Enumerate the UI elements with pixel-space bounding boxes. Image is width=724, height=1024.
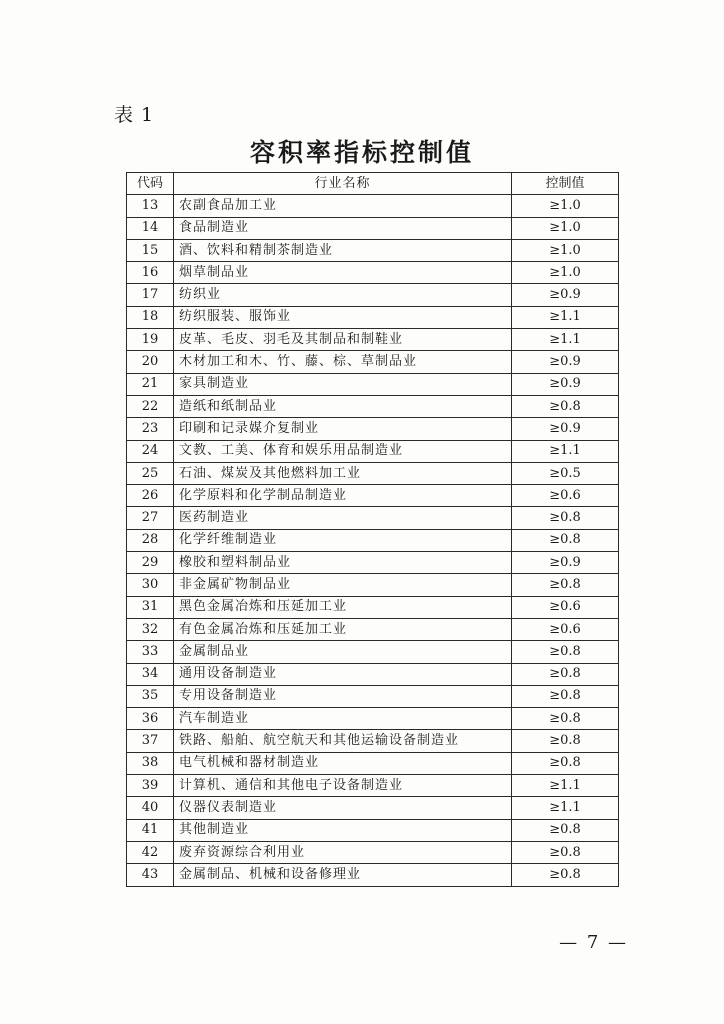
control-value: ≥0.8 bbox=[512, 819, 619, 841]
table-row bbox=[127, 485, 619, 507]
table-row bbox=[127, 239, 619, 261]
table-row bbox=[127, 574, 619, 596]
industry-name: 非金属矿物制品业 bbox=[174, 574, 512, 596]
table-row bbox=[127, 418, 619, 440]
control-value: ≥0.8 bbox=[512, 752, 619, 774]
industry-code: 26 bbox=[127, 485, 174, 507]
industry-code: 19 bbox=[127, 329, 174, 351]
industry-name: 酒、饮料和精制茶制造业 bbox=[174, 239, 512, 261]
industry-name: 化学原料和化学制品制造业 bbox=[174, 485, 512, 507]
industry-name: 石油、煤炭及其他燃料加工业 bbox=[174, 462, 512, 484]
control-value: ≥1.1 bbox=[512, 775, 619, 797]
industry-name: 金属制品、机械和设备修理业 bbox=[174, 864, 512, 886]
control-value: ≥1.1 bbox=[512, 440, 619, 462]
industry-name: 电气机械和器材制造业 bbox=[174, 752, 512, 774]
table-row bbox=[127, 262, 619, 284]
header-industry-name: 行业名称 bbox=[174, 173, 512, 195]
control-value: ≥0.8 bbox=[512, 730, 619, 752]
industry-name: 烟草制品业 bbox=[174, 262, 512, 284]
table-header-row bbox=[127, 173, 619, 195]
control-value: ≥1.1 bbox=[512, 306, 619, 328]
industry-code: 32 bbox=[127, 618, 174, 640]
industry-code: 38 bbox=[127, 752, 174, 774]
industry-name: 纺织业 bbox=[174, 284, 512, 306]
table-label: 表 1 bbox=[114, 104, 155, 126]
industry-code: 14 bbox=[127, 217, 174, 239]
industry-name: 专用设备制造业 bbox=[174, 685, 512, 707]
table-row bbox=[127, 284, 619, 306]
industry-name: 汽车制造业 bbox=[174, 708, 512, 730]
control-value: ≥1.0 bbox=[512, 262, 619, 284]
control-value: ≥0.6 bbox=[512, 618, 619, 640]
control-value: ≥0.8 bbox=[512, 708, 619, 730]
control-value: ≥0.9 bbox=[512, 418, 619, 440]
industry-code: 42 bbox=[127, 841, 174, 863]
table-row bbox=[127, 841, 619, 863]
industry-name: 农副食品加工业 bbox=[174, 195, 512, 217]
table-row bbox=[127, 752, 619, 774]
header-code: 代码 bbox=[127, 173, 174, 195]
table-row bbox=[127, 641, 619, 663]
plot-ratio-table bbox=[126, 172, 619, 887]
table-row bbox=[127, 462, 619, 484]
industry-name: 橡胶和塑料制品业 bbox=[174, 552, 512, 574]
industry-name: 化学纤维制造业 bbox=[174, 529, 512, 551]
industry-code: 43 bbox=[127, 864, 174, 886]
control-value: ≥1.1 bbox=[512, 797, 619, 819]
control-value: ≥0.8 bbox=[512, 395, 619, 417]
industry-code: 20 bbox=[127, 351, 174, 373]
industry-code: 18 bbox=[127, 306, 174, 328]
industry-code: 33 bbox=[127, 641, 174, 663]
page-number: — 7 — bbox=[559, 932, 628, 953]
header-control-value: 控制值 bbox=[512, 173, 619, 195]
industry-name: 纺织服装、服饰业 bbox=[174, 306, 512, 328]
industry-name: 黑色金属冶炼和压延加工业 bbox=[174, 596, 512, 618]
control-value: ≥0.8 bbox=[512, 507, 619, 529]
industry-name: 木材加工和木、竹、藤、棕、草制品业 bbox=[174, 351, 512, 373]
industry-name: 家具制造业 bbox=[174, 373, 512, 395]
industry-code: 17 bbox=[127, 284, 174, 306]
table-row bbox=[127, 395, 619, 417]
table-row bbox=[127, 708, 619, 730]
industry-code: 16 bbox=[127, 262, 174, 284]
control-value: ≥0.9 bbox=[512, 284, 619, 306]
table-row bbox=[127, 730, 619, 752]
table-row bbox=[127, 195, 619, 217]
table-body bbox=[127, 195, 619, 886]
industry-name: 计算机、通信和其他电子设备制造业 bbox=[174, 775, 512, 797]
control-value: ≥1.0 bbox=[512, 217, 619, 239]
table-row bbox=[127, 797, 619, 819]
table-row bbox=[127, 529, 619, 551]
table-row bbox=[127, 351, 619, 373]
control-value: ≥0.8 bbox=[512, 663, 619, 685]
table-row bbox=[127, 685, 619, 707]
industry-code: 27 bbox=[127, 507, 174, 529]
control-value: ≥0.9 bbox=[512, 351, 619, 373]
control-value: ≥0.9 bbox=[512, 373, 619, 395]
control-value: ≥0.6 bbox=[512, 596, 619, 618]
industry-code: 30 bbox=[127, 574, 174, 596]
control-value: ≥0.8 bbox=[512, 574, 619, 596]
industry-code: 34 bbox=[127, 663, 174, 685]
table-row bbox=[127, 217, 619, 239]
industry-code: 39 bbox=[127, 775, 174, 797]
industry-name: 废弃资源综合利用业 bbox=[174, 841, 512, 863]
table-row bbox=[127, 618, 619, 640]
industry-name: 通用设备制造业 bbox=[174, 663, 512, 685]
industry-code: 24 bbox=[127, 440, 174, 462]
control-value: ≥0.9 bbox=[512, 552, 619, 574]
industry-code: 36 bbox=[127, 708, 174, 730]
industry-name: 皮革、毛皮、羽毛及其制品和制鞋业 bbox=[174, 329, 512, 351]
industry-code: 29 bbox=[127, 552, 174, 574]
table-row bbox=[127, 373, 619, 395]
industry-code: 28 bbox=[127, 529, 174, 551]
industry-code: 21 bbox=[127, 373, 174, 395]
control-value: ≥1.1 bbox=[512, 329, 619, 351]
industry-code: 23 bbox=[127, 418, 174, 440]
industry-code: 22 bbox=[127, 395, 174, 417]
industry-name: 有色金属冶炼和压延加工业 bbox=[174, 618, 512, 640]
control-value: ≥1.0 bbox=[512, 239, 619, 261]
page-title: 容积率指标控制值 bbox=[249, 138, 474, 167]
control-value: ≥1.0 bbox=[512, 195, 619, 217]
industry-name: 铁路、船舶、航空航天和其他运输设备制造业 bbox=[174, 730, 512, 752]
table-row bbox=[127, 507, 619, 529]
table-row bbox=[127, 440, 619, 462]
control-value: ≥0.8 bbox=[512, 529, 619, 551]
table-row bbox=[127, 329, 619, 351]
industry-code: 35 bbox=[127, 685, 174, 707]
table-row bbox=[127, 552, 619, 574]
control-value: ≥0.8 bbox=[512, 641, 619, 663]
table-row bbox=[127, 663, 619, 685]
industry-code: 15 bbox=[127, 239, 174, 261]
industry-name: 印刷和记录媒介复制业 bbox=[174, 418, 512, 440]
industry-name: 食品制造业 bbox=[174, 217, 512, 239]
table-row bbox=[127, 864, 619, 886]
industry-code: 25 bbox=[127, 462, 174, 484]
industry-code: 13 bbox=[127, 195, 174, 217]
control-value: ≥0.5 bbox=[512, 462, 619, 484]
industry-name: 仪器仪表制造业 bbox=[174, 797, 512, 819]
industry-code: 41 bbox=[127, 819, 174, 841]
control-value: ≥0.8 bbox=[512, 685, 619, 707]
industry-name: 金属制品业 bbox=[174, 641, 512, 663]
control-value: ≥0.8 bbox=[512, 841, 619, 863]
industry-name: 医药制造业 bbox=[174, 507, 512, 529]
control-value: ≥0.6 bbox=[512, 485, 619, 507]
industry-name: 文教、工美、体育和娱乐用品制造业 bbox=[174, 440, 512, 462]
table-row bbox=[127, 775, 619, 797]
table-row bbox=[127, 819, 619, 841]
industry-code: 37 bbox=[127, 730, 174, 752]
industry-code: 40 bbox=[127, 797, 174, 819]
table-row bbox=[127, 306, 619, 328]
control-value: ≥0.8 bbox=[512, 864, 619, 886]
industry-name: 其他制造业 bbox=[174, 819, 512, 841]
industry-name: 造纸和纸制品业 bbox=[174, 395, 512, 417]
industry-code: 31 bbox=[127, 596, 174, 618]
table-row bbox=[127, 596, 619, 618]
